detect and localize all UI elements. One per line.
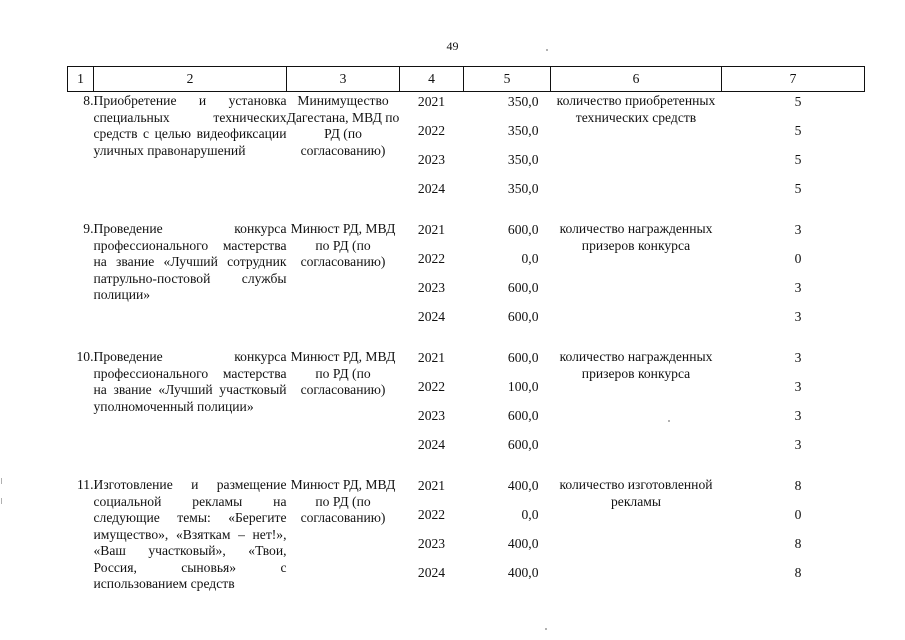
year-list bbox=[400, 93, 464, 209]
program-table bbox=[67, 66, 865, 593]
indicator: количество приобретенных технических средств bbox=[556, 93, 716, 125]
amount-cell: 600,0 bbox=[507, 222, 539, 237]
indicator: количество награжденных призеров конкурса bbox=[559, 349, 713, 381]
year-cell: 2024 bbox=[417, 181, 446, 196]
executor: Минимущество Дагестана, МВД по РД (по согласованию) bbox=[286, 93, 400, 158]
executor: Минюст РД, МВД по РД (по согласованию) bbox=[290, 349, 396, 397]
amount-cell: 350,0 bbox=[507, 181, 539, 196]
year-cell: 2022 bbox=[417, 123, 446, 138]
header-cell-7: 7 bbox=[722, 67, 865, 92]
header-cell-5: 5 bbox=[464, 67, 551, 92]
value-cell: 5 bbox=[794, 123, 802, 138]
year-cell: 2022 bbox=[417, 379, 446, 394]
value-cell: 3 bbox=[794, 437, 802, 452]
value-cell: 5 bbox=[794, 94, 802, 109]
amount-cell: 100,0 bbox=[507, 379, 539, 394]
amount-cell: 350,0 bbox=[507, 123, 539, 138]
year-cell: 2023 bbox=[417, 536, 446, 551]
value-cell: 3 bbox=[794, 408, 802, 423]
value-cell: 3 bbox=[794, 379, 802, 394]
value-cell: 3 bbox=[794, 222, 802, 237]
amount-cell: 400,0 bbox=[507, 565, 539, 580]
value-list bbox=[722, 93, 865, 209]
header-cell-2: 2 bbox=[94, 67, 287, 92]
value-list bbox=[722, 221, 865, 337]
value-cell: 3 bbox=[794, 309, 802, 324]
measure-name: Проведение конкурса профессионального мастерства на звание «Лучший сотрудник патрульно-постовой службы полиции» bbox=[93, 221, 287, 302]
year-cell: 2021 bbox=[417, 350, 446, 365]
value-cell: 8 bbox=[794, 536, 802, 551]
indicator: количество награжденных призеров конкурса bbox=[559, 221, 713, 253]
value-cell: 8 bbox=[794, 478, 802, 493]
year-cell: 2024 bbox=[417, 437, 446, 452]
amount-cell: 400,0 bbox=[507, 478, 539, 493]
year-cell: 2024 bbox=[417, 565, 446, 580]
row-number: 10. bbox=[76, 349, 94, 364]
year-list bbox=[400, 349, 464, 465]
page-number: 49 bbox=[446, 39, 459, 53]
value-cell: 5 bbox=[794, 152, 802, 167]
year-cell: 2024 bbox=[417, 309, 446, 324]
value-cell: 8 bbox=[794, 565, 802, 580]
table-row bbox=[68, 337, 865, 465]
amount-cell: 350,0 bbox=[507, 152, 539, 167]
row-number: 8. bbox=[83, 93, 94, 108]
indicator: количество изготовленной рекламы bbox=[559, 477, 713, 509]
amount-cell: 600,0 bbox=[507, 437, 539, 452]
header-cell-4: 4 bbox=[400, 67, 464, 92]
year-cell: 2023 bbox=[417, 280, 446, 295]
amount-cell: 350,0 bbox=[507, 94, 539, 109]
year-list bbox=[400, 477, 464, 593]
table-row bbox=[68, 92, 865, 210]
year-cell: 2022 bbox=[417, 507, 446, 522]
amount-cell: 600,0 bbox=[507, 280, 539, 295]
amount-cell: 400,0 bbox=[507, 536, 539, 551]
measure-name: Проведение конкурса профессионального мастерства на звание «Лучший участковый уполномоченный полиции» bbox=[93, 349, 287, 414]
table-row bbox=[68, 209, 865, 337]
year-cell: 2021 bbox=[417, 478, 446, 493]
amount-cell: 600,0 bbox=[507, 309, 539, 324]
measure-name: Изготовление и размещение социальной рекламы на следующие темы: «Берегите имущество», «Взяткам – нет!», «Ваш участковый», «Твои, Россия, сыновья» с использованием средств bbox=[93, 477, 287, 591]
year-list bbox=[400, 221, 464, 337]
scan-edge-mark bbox=[1, 498, 2, 504]
value-cell: 3 bbox=[794, 280, 802, 295]
amount-cell: 0,0 bbox=[521, 507, 539, 522]
value-cell: 5 bbox=[794, 181, 802, 196]
value-cell: 0 bbox=[794, 507, 802, 522]
amount-cell: 600,0 bbox=[507, 408, 539, 423]
year-cell: 2023 bbox=[417, 152, 446, 167]
row-number: 9. bbox=[83, 221, 94, 236]
year-cell: 2023 bbox=[417, 408, 446, 423]
year-cell: 2021 bbox=[417, 222, 446, 237]
scan-edge-mark bbox=[1, 478, 2, 484]
amount-list bbox=[464, 349, 551, 465]
table-row bbox=[68, 465, 865, 593]
amount-cell: 0,0 bbox=[521, 251, 539, 266]
amount-cell: 600,0 bbox=[507, 350, 539, 365]
header-cell-1: 1 bbox=[68, 67, 94, 92]
row-number: 11. bbox=[77, 477, 94, 492]
year-cell: 2021 bbox=[417, 94, 446, 109]
scan-speck bbox=[545, 628, 547, 630]
header-cell-6: 6 bbox=[551, 67, 722, 92]
executor: Минюст РД, МВД по РД (по согласованию) bbox=[290, 477, 396, 525]
header-cell-3: 3 bbox=[287, 67, 400, 92]
amount-list bbox=[464, 477, 551, 593]
amount-list bbox=[464, 221, 551, 337]
value-cell: 0 bbox=[794, 251, 802, 266]
value-list bbox=[722, 477, 865, 593]
scan-speck bbox=[546, 49, 548, 51]
value-list bbox=[722, 349, 865, 465]
measure-name: Приобретение и установка специальных технических средств с целью видеофиксации уличных правонарушений bbox=[93, 93, 287, 158]
header-row bbox=[68, 67, 865, 92]
scan-speck bbox=[668, 420, 670, 422]
executor: Минюст РД, МВД по РД (по согласованию) bbox=[290, 221, 396, 269]
year-cell: 2022 bbox=[417, 251, 446, 266]
value-cell: 3 bbox=[794, 350, 802, 365]
amount-list bbox=[464, 93, 551, 209]
